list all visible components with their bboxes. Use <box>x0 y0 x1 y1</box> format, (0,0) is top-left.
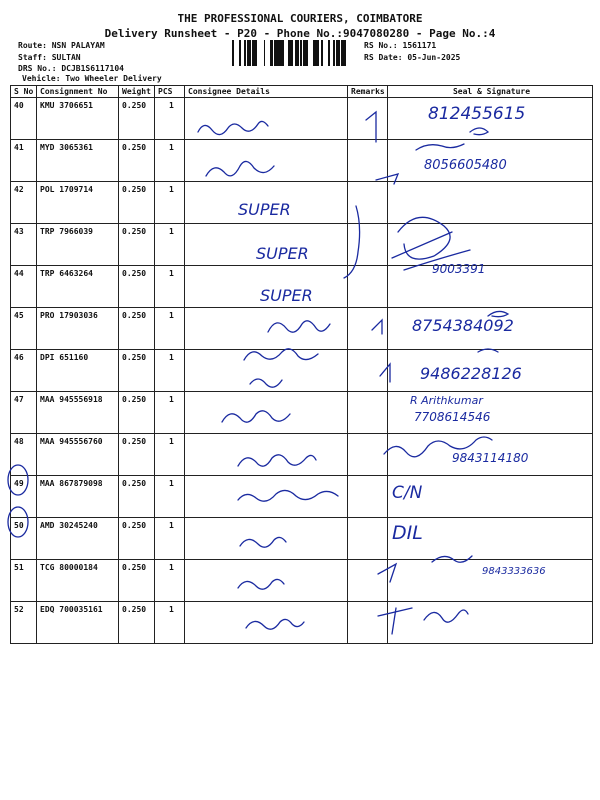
sno-cell: 48 <box>11 434 37 476</box>
pcs-cell: 1 <box>155 602 185 644</box>
handwritten-remark: C/N <box>392 483 423 503</box>
sno-cell: 49 <box>11 476 37 518</box>
rs-date: RS Date: 05-Jun-2025 <box>364 53 461 62</box>
col-weight: Weight <box>119 86 155 98</box>
pcs-cell: 1 <box>155 560 185 602</box>
pcs-cell: 1 <box>155 182 185 224</box>
sno-cell: 44 <box>11 266 37 308</box>
consignment-cell: KMU 3706651 <box>37 98 119 140</box>
handwritten-phone: 8754384092 <box>412 316 514 335</box>
col-pcs: PCS <box>155 86 185 98</box>
handwritten-phone: 812455615 <box>428 104 526 124</box>
weight-cell: 0.250 <box>119 350 155 392</box>
weight-cell: 0.250 <box>119 392 155 434</box>
pcs-cell: 1 <box>155 266 185 308</box>
sno-cell: 51 <box>11 560 37 602</box>
consignment-cell: MAA 945556918 <box>37 392 119 434</box>
consignment-cell: EDQ 700035161 <box>37 602 119 644</box>
pcs-cell: 1 <box>155 224 185 266</box>
col-sno: S No <box>11 86 37 98</box>
weight-cell: 0.250 <box>119 518 155 560</box>
pcs-cell: 1 <box>155 476 185 518</box>
handwritten-remark: DIL <box>392 522 423 544</box>
sno-cell: 46 <box>11 350 37 392</box>
pcs-cell: 1 <box>155 140 185 182</box>
col-remarks: Remarks <box>348 86 388 98</box>
pcs-cell: 1 <box>155 518 185 560</box>
consignment-cell: AMD 30245240 <box>37 518 119 560</box>
sno-cell: 50 <box>11 518 37 560</box>
drs-label: DRS No.: DCJB1S6117104 <box>18 64 124 73</box>
pcs-cell: 1 <box>155 98 185 140</box>
weight-cell: 0.250 <box>119 224 155 266</box>
weight-cell: 0.250 <box>119 560 155 602</box>
weight-cell: 0.250 <box>119 98 155 140</box>
sno-cell: 43 <box>11 224 37 266</box>
consignment-cell: MAA 867879098 <box>37 476 119 518</box>
handwritten-super: SUPER <box>260 286 313 305</box>
document-title: THE PROFESSIONAL COURIERS, COIMBATORE <box>177 12 423 25</box>
handwritten-phone: 9003391 <box>432 262 486 276</box>
weight-cell: 0.250 <box>119 182 155 224</box>
weight-cell: 0.250 <box>119 476 155 518</box>
handwritten-name: R Arithkumar <box>410 394 483 407</box>
pcs-cell: 1 <box>155 392 185 434</box>
pcs-cell: 1 <box>155 434 185 476</box>
weight-cell: 0.250 <box>119 266 155 308</box>
handwritten-super: SUPER <box>238 200 291 219</box>
pcs-cell: 1 <box>155 350 185 392</box>
consignment-cell: TRP 6463264 <box>37 266 119 308</box>
vehicle-label: Vehicle: Two Wheeler Delivery <box>22 74 162 83</box>
handwritten-phone: 9486228126 <box>420 364 522 383</box>
col-consignee: Consignee Details <box>185 86 348 98</box>
consignment-cell: TRP 7966039 <box>37 224 119 266</box>
sno-cell: 45 <box>11 308 37 350</box>
weight-cell: 0.250 <box>119 140 155 182</box>
handwritten-super: SUPER <box>256 244 309 263</box>
col-signature: Seal & Signature <box>388 86 593 98</box>
weight-cell: 0.250 <box>119 602 155 644</box>
pcs-cell: 1 <box>155 308 185 350</box>
handwritten-phone: 7708614546 <box>414 410 491 424</box>
handwritten-phone: 8056605480 <box>424 158 507 173</box>
handwritten-phone: 9843333636 <box>482 566 546 577</box>
document-subtitle: Delivery Runsheet - P20 - Phone No.:9047080280 - Page No.:4 <box>104 27 496 40</box>
sno-cell: 41 <box>11 140 37 182</box>
consignment-cell: MYD 3065361 <box>37 140 119 182</box>
consignment-cell: DPI 651160 <box>37 350 119 392</box>
sno-cell: 47 <box>11 392 37 434</box>
consignment-cell: TCG 80000184 <box>37 560 119 602</box>
route-label: Route: NSN PALAYAM <box>18 41 105 50</box>
weight-cell: 0.250 <box>119 434 155 476</box>
staff-label: Staff: SULTAN <box>18 53 81 62</box>
consignment-cell: PRO 17903036 <box>37 308 119 350</box>
consignment-cell: MAA 945556760 <box>37 434 119 476</box>
sno-cell: 40 <box>11 98 37 140</box>
sno-cell: 42 <box>11 182 37 224</box>
sno-cell: 52 <box>11 602 37 644</box>
weight-cell: 0.250 <box>119 308 155 350</box>
rs-number: RS No.: 1561171 <box>364 41 437 50</box>
col-consignment: Consignment No <box>37 86 119 98</box>
consignment-cell: POL 1709714 <box>37 182 119 224</box>
handwritten-phone: 9843114180 <box>452 451 529 465</box>
